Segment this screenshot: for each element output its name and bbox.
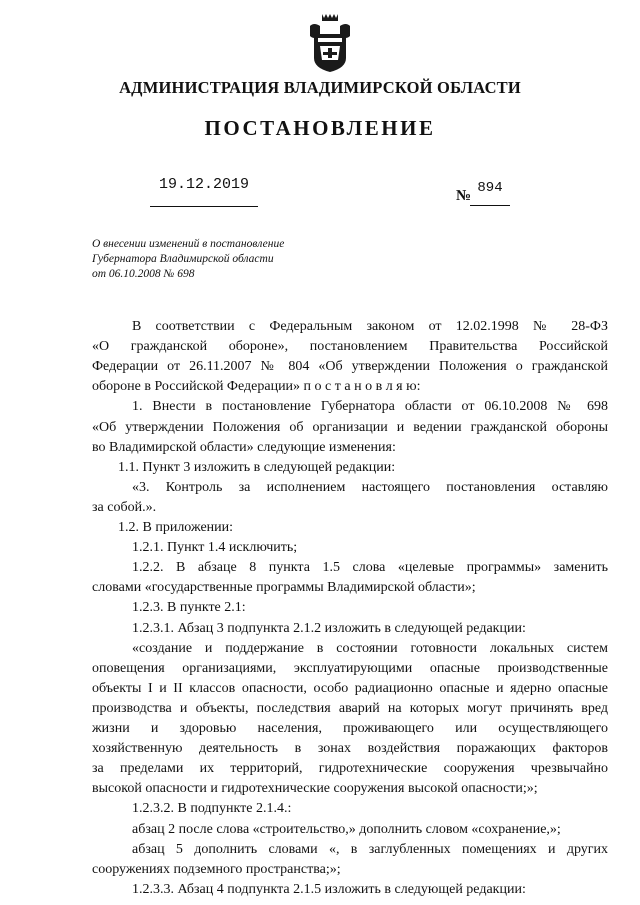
body-text-line: объекты I и II классов опасности, особо радиационно опасные и ядерно опасные xyxy=(92,680,608,696)
subject-line: от 06.10.2008 № 698 xyxy=(92,268,195,280)
body-text-line: «3. Контроль за исполнением настоящего постановления оставляю xyxy=(132,479,608,495)
body-text-line: 1.2.3. В пункте 2.1: xyxy=(132,600,246,616)
number-underline xyxy=(470,205,510,206)
body-text-line: Федерации от 26.11.2007 № 804 «Об утверждении Положения о гражданской xyxy=(92,359,608,375)
body-text-line: обороне в Российской Федерации» п о с т а н о в л я ю: xyxy=(92,379,421,395)
body-text-line: 1.2.3.2. В подпункте 2.1.4.: xyxy=(132,801,292,817)
body-text-line: 1. Внести в постановление Губернатора области от 06.10.2008 № 698 xyxy=(132,399,608,415)
body-text-line: за пределами их территорий, гидротехнические сооружения чрезвычайно xyxy=(92,761,608,777)
body-text-line: 1.2.3.3. Абзац 4 подпункта 2.1.5 изложить в следующей редакции: xyxy=(132,881,526,897)
body-text-line: во Владимирской области» следующие изменения: xyxy=(92,439,396,455)
body-text-line: производства и объекты, последствия аварий на которых могут причинять вред xyxy=(92,700,608,716)
document-number: 894 xyxy=(477,180,503,196)
subject-line: О внесении изменений в постановление xyxy=(92,238,285,250)
subject-line: Губернатора Владимирской области xyxy=(92,253,274,265)
body-text-line: 1.2.1. Пункт 1.4 исключить; xyxy=(132,540,298,556)
body-text-line: словами «государственные программы Владимирской области»; xyxy=(92,580,476,596)
body-text-line: жизни и здоровью населения, проживающего или осуществляющего xyxy=(92,721,608,736)
body-text-line: высокой опасности и гидротехнические сооружения высокой опасности;»; xyxy=(92,781,538,797)
body-text-line: оповещения организациями, эксплуатирующими опасные производственные xyxy=(92,660,608,676)
coat-of-arms-icon xyxy=(306,12,354,74)
body-text-line: «Об утверждении Положения об организации и ведении гражданской обороны xyxy=(92,419,608,435)
body-text-line: абзац 5 дополнить словами «, в заглубленных помещениях и других xyxy=(132,841,608,857)
body-text-line: сооружениях подземного пространства;»; xyxy=(92,861,341,877)
number-sign: № xyxy=(456,188,472,204)
body-text-line: В соответствии с Федеральным законом от 12.02.1998 № 28-ФЗ xyxy=(132,319,608,334)
body-text-line: 1.2.2. В абзаце 8 пункта 1.5 слова «целевые программы» заменить xyxy=(132,560,608,576)
document-type: ПОСТАНОВЛЕНИЕ xyxy=(204,116,436,140)
body-text-line: 1.2. В приложении: xyxy=(118,520,234,535)
document-date: 19.12.2019 xyxy=(158,176,249,193)
organization-name: АДМИНИСТРАЦИЯ ВЛАДИМИРСКОЙ ОБЛАСТИ xyxy=(119,78,521,97)
body-text-line: «О гражданской обороне», постановлением Правительства Российской xyxy=(92,339,608,355)
body-text-line: хозяйственную деятельность в зонах воздействия поражающих факторов xyxy=(92,741,608,757)
document-subject xyxy=(92,237,332,282)
body-text-line: «создание и поддержание в состоянии готовности локальных систем xyxy=(132,640,608,656)
date-underline xyxy=(150,206,258,207)
body-text-line: за собой.». xyxy=(92,499,157,515)
body-text-line: 1.2.3.1. Абзац 3 подпункта 2.1.2 изложить в следующей редакции: xyxy=(132,620,526,636)
body-text-line: абзац 2 после слова «строительство,» дополнить словом «сохранение,»; xyxy=(132,821,561,837)
body-text-line: 1.1. Пункт 3 изложить в следующей редакции: xyxy=(118,459,396,475)
